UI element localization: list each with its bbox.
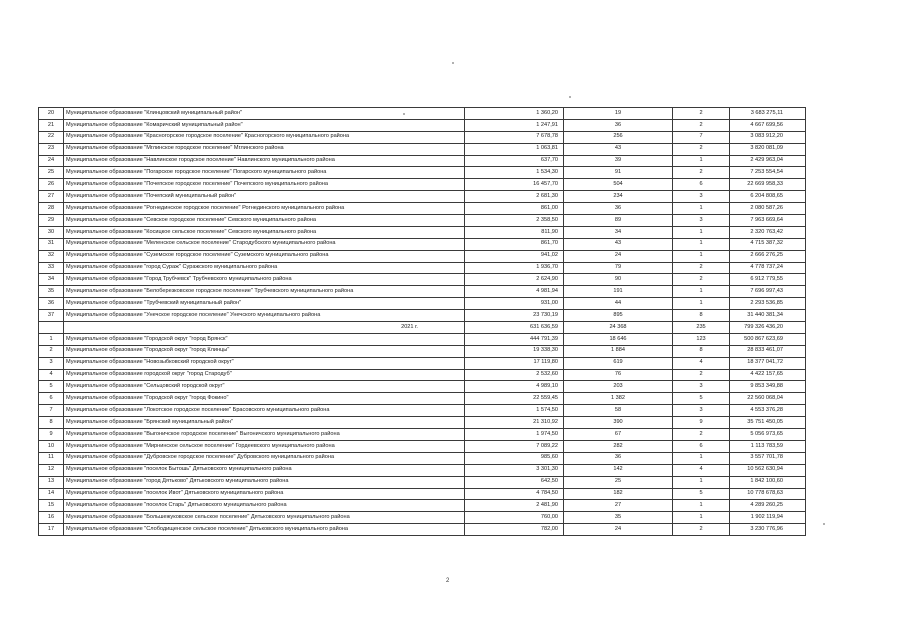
municipality-name-cell: Муниципальное образование "Почепское городское поселение" Почепского муниципального района [64,179,465,191]
municipality-name-cell: Муниципальное образование "Сельцовский городской округ" [64,381,465,393]
quantity-value-cell: 191 [564,286,673,298]
amount-value-cell: 2 320 763,42 [730,226,806,238]
area-value-cell: 1 247,91 [465,119,564,131]
table-row [39,108,806,120]
quantity-value-cell: 43 [564,238,673,250]
row-number-cell: 16 [39,512,64,524]
area-value-cell: 2 681,30 [465,191,564,203]
quantity-value-cell: 36 [564,452,673,464]
table-row [39,274,806,286]
row-number-cell: 24 [39,155,64,167]
area-value-cell: 16 457,70 [465,179,564,191]
quantity-value-cell: 43 [564,143,673,155]
quantity-value-cell: 27 [564,500,673,512]
table-row [39,524,806,536]
municipality-name-cell: Муниципальное образование "Суземское городское поселение" Суземского муниципального района [64,250,465,262]
quantity-value-cell: 91 [564,167,673,179]
area-value-cell: 760,00 [465,512,564,524]
scan-speck [569,96,571,98]
quantity-value-cell: 203 [564,381,673,393]
count-value-cell: 1 [673,452,730,464]
table-row [39,238,806,250]
table-row [39,155,806,167]
count-value-cell: 7 [673,131,730,143]
count-value-cell: 3 [673,381,730,393]
municipality-name-cell: Муниципальное образование "Унечское городское поселение" Унечского муниципального района [64,310,465,322]
area-value-cell: 782,00 [465,524,564,536]
count-value-cell: 2 [673,108,730,120]
municipality-name-cell: Муниципальное образование "Большежуковское сельское поселение" Дятьковского муниципального района [64,512,465,524]
area-value-cell: 631 636,59 [465,322,564,334]
row-number-cell: 37 [39,310,64,322]
count-value-cell: 8 [673,310,730,322]
municipality-name-cell: Муниципальное образование "Красногорское городское поселение" Красногорского муниципального района [64,131,465,143]
quantity-value-cell: 24 [564,524,673,536]
municipality-name-cell: Муниципальное образование "Мирнинское сельское поселение" Гордеевского муниципального района [64,440,465,452]
count-value-cell: 8 [673,345,730,357]
area-value-cell: 1 063,81 [465,143,564,155]
row-number-cell: 26 [39,179,64,191]
municipality-name-cell: Муниципальное образование "Брянский муниципальный район" [64,417,465,429]
municipality-name-cell: Муниципальное образование "поселок Бытошь" Дятьковского муниципального района [64,464,465,476]
count-value-cell: 1 [673,250,730,262]
amount-value-cell: 3 230 776,96 [730,524,806,536]
row-number-cell: 30 [39,226,64,238]
amount-value-cell: 3 557 701,78 [730,452,806,464]
amount-value-cell: 10 562 630,94 [730,464,806,476]
quantity-value-cell: 1 884 [564,345,673,357]
row-number-cell: 33 [39,262,64,274]
row-number-cell: 7 [39,405,64,417]
area-value-cell: 21 310,92 [465,417,564,429]
municipality-name-cell: Муниципальное образование "Город Трубчевск" Трубчевского муниципального района [64,274,465,286]
count-value-cell: 5 [673,488,730,500]
area-value-cell: 17 119,80 [465,357,564,369]
quantity-value-cell: 18 646 [564,333,673,345]
municipality-name-cell: Муниципальное образование "город Дятьково" Дятьковского муниципального района [64,476,465,488]
table-row [39,440,806,452]
row-number-cell: 11 [39,452,64,464]
count-value-cell: 2 [673,262,730,274]
municipality-name-cell: Муниципальное образование городской округ "город Стародуб" [64,369,465,381]
table-row [39,464,806,476]
amount-value-cell: 9 853 349,88 [730,381,806,393]
row-number-cell: 10 [39,440,64,452]
quantity-value-cell: 504 [564,179,673,191]
table-row [39,381,806,393]
count-value-cell: 5 [673,393,730,405]
table-row [39,215,806,227]
quantity-value-cell: 24 [564,250,673,262]
municipality-name-cell: Муниципальное образование "Новозыбковский городской округ" [64,357,465,369]
area-value-cell: 1 360,20 [465,108,564,120]
count-value-cell: 1 [673,298,730,310]
count-value-cell: 1 [673,286,730,298]
municipality-name-cell: Муниципальное образование "Почепский муниципальный район" [64,191,465,203]
area-value-cell: 4 989,10 [465,381,564,393]
area-value-cell: 2 358,50 [465,215,564,227]
quantity-value-cell: 24 368 [564,322,673,334]
row-number-cell: 28 [39,203,64,215]
count-value-cell: 1 [673,226,730,238]
row-number-cell: 13 [39,476,64,488]
amount-value-cell: 1 113 783,59 [730,440,806,452]
amount-value-cell: 7 963 669,64 [730,215,806,227]
table-row [39,203,806,215]
count-value-cell: 2 [673,524,730,536]
municipality-name-cell: Муниципальное образование "Погарское городское поселение" Погарского муниципального района [64,167,465,179]
table-row [39,179,806,191]
amount-value-cell: 4 422 157,65 [730,369,806,381]
amount-value-cell: 7 253 554,54 [730,167,806,179]
table-row [39,226,806,238]
amount-value-cell: 18 377 041,72 [730,357,806,369]
row-number-cell: 14 [39,488,64,500]
count-value-cell: 1 [673,500,730,512]
table-body [39,108,806,536]
row-number-cell: 20 [39,108,64,120]
amount-value-cell: 3 083 912,20 [730,131,806,143]
row-number-cell: 22 [39,131,64,143]
count-value-cell: 1 [673,512,730,524]
row-number-cell: 5 [39,381,64,393]
quantity-value-cell: 282 [564,440,673,452]
quantity-value-cell: 182 [564,488,673,500]
row-number-cell: 29 [39,215,64,227]
area-value-cell: 3 301,30 [465,464,564,476]
row-number-cell [39,322,64,334]
municipality-name-cell: Муниципальное образование "Комаричский муниципальный район" [64,119,465,131]
count-value-cell: 6 [673,179,730,191]
row-number-cell: 31 [39,238,64,250]
count-value-cell: 9 [673,417,730,429]
table-row [39,476,806,488]
count-value-cell: 1 [673,203,730,215]
amount-value-cell: 28 833 461,07 [730,345,806,357]
amount-value-cell: 3 683 275,11 [730,108,806,120]
area-value-cell: 1 534,30 [465,167,564,179]
row-number-cell: 36 [39,298,64,310]
municipality-name-cell: Муниципальное образование "Мглинское городское поселение" Мглинского района [64,143,465,155]
count-value-cell: 1 [673,155,730,167]
quantity-value-cell: 19 [564,108,673,120]
area-value-cell: 861,00 [465,203,564,215]
amount-value-cell: 4 715 387,32 [730,238,806,250]
area-value-cell: 7 089,22 [465,440,564,452]
amount-value-cell: 1 842 100,60 [730,476,806,488]
municipality-name-cell: Муниципальное образование "Городской округ "город Брянск" [64,333,465,345]
area-value-cell: 931,00 [465,298,564,310]
municipality-name-cell: Муниципальное образование "Городской округ "город Клинцы" [64,345,465,357]
area-value-cell: 4 981,94 [465,286,564,298]
quantity-value-cell: 234 [564,191,673,203]
quantity-value-cell: 76 [564,369,673,381]
area-value-cell: 861,70 [465,238,564,250]
count-value-cell: 2 [673,167,730,179]
amount-value-cell: 22 669 958,33 [730,179,806,191]
count-value-cell: 2 [673,119,730,131]
quantity-value-cell: 1 382 [564,393,673,405]
row-number-cell: 15 [39,500,64,512]
table-row [39,405,806,417]
table-row [39,500,806,512]
area-value-cell: 985,60 [465,452,564,464]
amount-value-cell: 2 666 276,25 [730,250,806,262]
municipality-name-cell: Муниципальное образование "поселок Ивот" Дятьковского муниципального района [64,488,465,500]
quantity-value-cell: 79 [564,262,673,274]
table-row [39,119,806,131]
area-value-cell: 4 784,50 [465,488,564,500]
area-value-cell: 22 559,45 [465,393,564,405]
count-value-cell: 2 [673,429,730,441]
municipality-name-cell: Муниципальное образование "Севское городское поселение" Севского муниципального района [64,215,465,227]
table-row [39,369,806,381]
area-value-cell: 1 936,70 [465,262,564,274]
municipality-name-cell: Муниципальное образование "Навлинское городское поселение" Навлинского муниципального района [64,155,465,167]
table-row [39,286,806,298]
amount-value-cell: 2 293 536,85 [730,298,806,310]
count-value-cell: 4 [673,464,730,476]
row-number-cell: 27 [39,191,64,203]
scan-speck [823,523,825,525]
quantity-value-cell: 36 [564,203,673,215]
row-number-cell: 17 [39,524,64,536]
table-row [39,417,806,429]
amount-value-cell: 6 204 808,65 [730,191,806,203]
table-row [39,191,806,203]
amount-value-cell: 3 820 081,09 [730,143,806,155]
area-value-cell: 19 338,30 [465,345,564,357]
count-value-cell: 2 [673,274,730,286]
table-row [39,143,806,155]
count-value-cell: 1 [673,238,730,250]
table-row [39,488,806,500]
count-value-cell: 6 [673,440,730,452]
table-row [39,333,806,345]
area-value-cell: 1 974,50 [465,429,564,441]
amount-value-cell: 6 912 779,55 [730,274,806,286]
row-number-cell: 32 [39,250,64,262]
page-number: 2 [446,578,450,584]
amount-value-cell: 35 751 450,05 [730,417,806,429]
amount-value-cell: 10 778 678,63 [730,488,806,500]
area-value-cell: 637,70 [465,155,564,167]
quantity-value-cell: 390 [564,417,673,429]
amount-value-cell: 500 867 623,69 [730,333,806,345]
area-value-cell: 23 730,19 [465,310,564,322]
table-row [39,393,806,405]
row-number-cell: 1 [39,333,64,345]
area-value-cell: 2 532,60 [465,369,564,381]
amount-value-cell: 799 326 436,20 [730,322,806,334]
row-number-cell: 25 [39,167,64,179]
row-number-cell: 9 [39,429,64,441]
amount-value-cell: 2 429 963,04 [730,155,806,167]
row-number-cell: 4 [39,369,64,381]
table-row [39,131,806,143]
area-value-cell: 1 574,50 [465,405,564,417]
municipality-name-cell: 2021 г. [64,322,465,334]
area-value-cell: 811,90 [465,226,564,238]
count-value-cell: 235 [673,322,730,334]
table-row [39,310,806,322]
quantity-value-cell: 35 [564,512,673,524]
table-row [39,345,806,357]
row-number-cell: 3 [39,357,64,369]
quantity-value-cell: 90 [564,274,673,286]
amount-value-cell: 4 667 699,56 [730,119,806,131]
quantity-value-cell: 142 [564,464,673,476]
amount-value-cell: 4 778 737,24 [730,262,806,274]
municipal-data-table [38,107,806,536]
count-value-cell: 3 [673,405,730,417]
amount-value-cell: 4 289 260,25 [730,500,806,512]
table-row [39,250,806,262]
count-value-cell: 123 [673,333,730,345]
amount-value-cell: 22 560 068,04 [730,393,806,405]
count-value-cell: 2 [673,369,730,381]
row-number-cell: 6 [39,393,64,405]
municipality-name-cell: Муниципальное образование "Рогнединское городское поселение" Рогнединского муниципального района [64,203,465,215]
quantity-value-cell: 25 [564,476,673,488]
quantity-value-cell: 89 [564,215,673,227]
amount-value-cell: 7 696 997,43 [730,286,806,298]
quantity-value-cell: 39 [564,155,673,167]
row-number-cell: 21 [39,119,64,131]
area-value-cell: 941,02 [465,250,564,262]
municipality-name-cell: Муниципальное образование "Белоберезковское городское поселение" Трубчевского муниципального района [64,286,465,298]
municipality-name-cell: Муниципальное образование "Локотское городское поселение" Брасовского муниципального района [64,405,465,417]
quantity-value-cell: 895 [564,310,673,322]
table-row [39,357,806,369]
table-row [39,429,806,441]
table-row [39,167,806,179]
amount-value-cell: 5 056 973,65 [730,429,806,441]
count-value-cell: 4 [673,357,730,369]
count-value-cell: 1 [673,476,730,488]
municipality-name-cell: Муниципальное образование "Клинцовский муниципальный район" [64,108,465,120]
quantity-value-cell: 44 [564,298,673,310]
table-row [39,262,806,274]
area-value-cell: 7 678,78 [465,131,564,143]
municipality-name-cell: Муниципальное образование "Меленское сельское поселение" Стародубского муниципального района [64,238,465,250]
count-value-cell: 3 [673,215,730,227]
table-row [39,512,806,524]
area-value-cell: 642,50 [465,476,564,488]
row-number-cell: 2 [39,345,64,357]
amount-value-cell: 2 080 587,26 [730,203,806,215]
table-row [39,298,806,310]
quantity-value-cell: 36 [564,119,673,131]
amount-value-cell: 31 440 381,34 [730,310,806,322]
quantity-value-cell: 58 [564,405,673,417]
quantity-value-cell: 619 [564,357,673,369]
municipality-name-cell: Муниципальное образование "Трубчевский муниципальный район" [64,298,465,310]
municipality-name-cell: Муниципальное образование "Выгоничское городское поселение" Выгоничского муниципального района [64,429,465,441]
row-number-cell: 8 [39,417,64,429]
table-row-year-total [39,322,806,334]
row-number-cell: 23 [39,143,64,155]
area-value-cell: 2 481,90 [465,500,564,512]
municipality-name-cell: Муниципальное образование "Слободищенское сельское поселение" Дятьковского муниципального района [64,524,465,536]
municipality-name-cell: Муниципальное образование "поселок Старь" Дятьковского муниципального района [64,500,465,512]
row-number-cell: 35 [39,286,64,298]
municipality-name-cell: Муниципальное образование "Дубровское городское поселение" Дубровского муниципального района [64,452,465,464]
count-value-cell: 3 [673,191,730,203]
municipality-name-cell: Муниципальное образование "город Сураж" Суражского муниципального района [64,262,465,274]
amount-value-cell: 4 553 376,28 [730,405,806,417]
municipality-name-cell: Муниципальное образование "Городской округ "город Фокино" [64,393,465,405]
row-number-cell: 34 [39,274,64,286]
scan-speck [452,62,454,64]
area-value-cell: 444 791,39 [465,333,564,345]
count-value-cell: 2 [673,143,730,155]
amount-value-cell: 1 902 119,94 [730,512,806,524]
quantity-value-cell: 34 [564,226,673,238]
quantity-value-cell: 67 [564,429,673,441]
area-value-cell: 2 624,90 [465,274,564,286]
municipality-name-cell: Муниципальное образование "Косицкое сельское поселение" Севского муниципального района [64,226,465,238]
row-number-cell: 12 [39,464,64,476]
table-row [39,452,806,464]
quantity-value-cell: 256 [564,131,673,143]
